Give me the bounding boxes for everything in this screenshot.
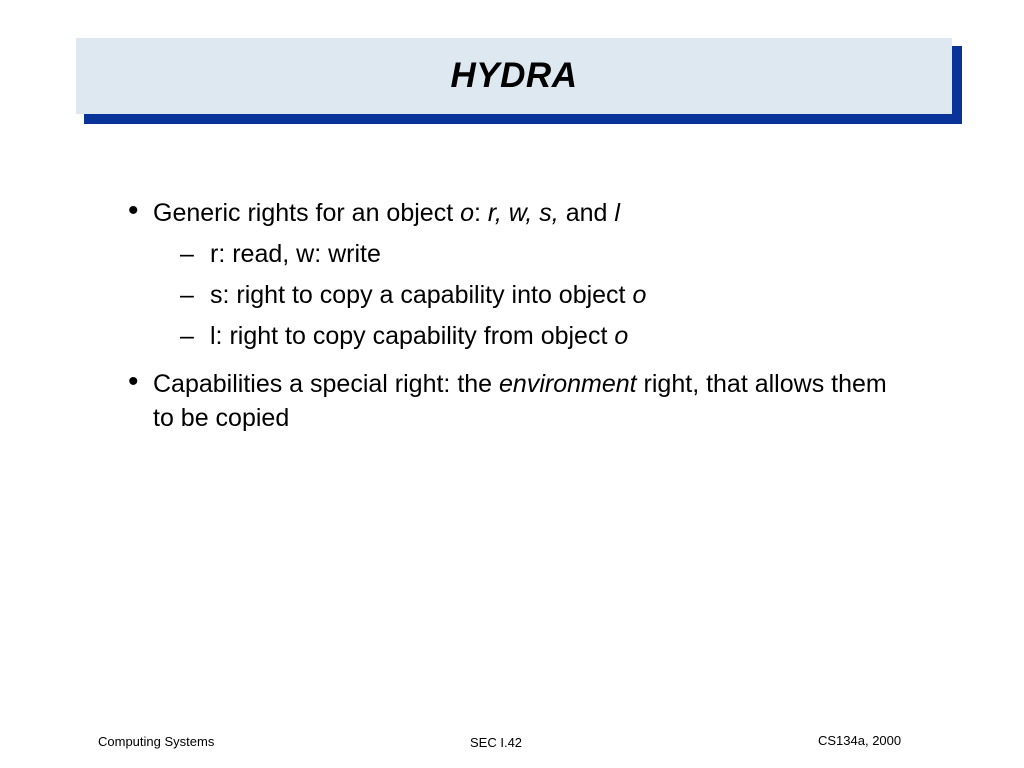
slide-content — [128, 196, 888, 435]
bullet-capabilities — [128, 367, 888, 435]
bullet-text-italic: environment — [499, 370, 637, 398]
bullet-text-italic: o — [460, 199, 474, 227]
sub-bullet-read-write — [128, 237, 888, 271]
footer-course-name: Computing Systems — [98, 734, 215, 749]
sub-bullet-text: r: read, w: write — [210, 240, 381, 268]
bullet-text-italic: l — [614, 199, 620, 227]
bullet-text: : — [474, 199, 488, 227]
sub-bullet-text-italic: o — [614, 322, 629, 350]
sub-bullet-text: l: right to copy capability from object — [210, 322, 615, 350]
bullet-text: and — [558, 199, 615, 227]
slide-title: HYDRA — [450, 56, 578, 95]
title-box — [76, 38, 952, 114]
footer-slide-number: SEC I.42 — [470, 735, 523, 750]
sub-bullet-l-right — [128, 319, 888, 353]
sub-bullet-s-right — [128, 278, 888, 312]
sub-bullet-text-italic: o — [632, 281, 647, 309]
bullet-text: Generic rights for an object — [153, 199, 461, 227]
sub-bullet-text: s: right to copy a capability into object — [210, 281, 633, 309]
bullet-text: right, that allows them to be copied — [153, 370, 887, 432]
bullet-generic-rights — [128, 196, 888, 230]
footer-course-code: CS134a, 2000 — [818, 733, 902, 748]
bullet-text-italic: r, w, s, — [487, 199, 559, 227]
bullet-text: Capabilities a special right: the — [153, 370, 500, 398]
